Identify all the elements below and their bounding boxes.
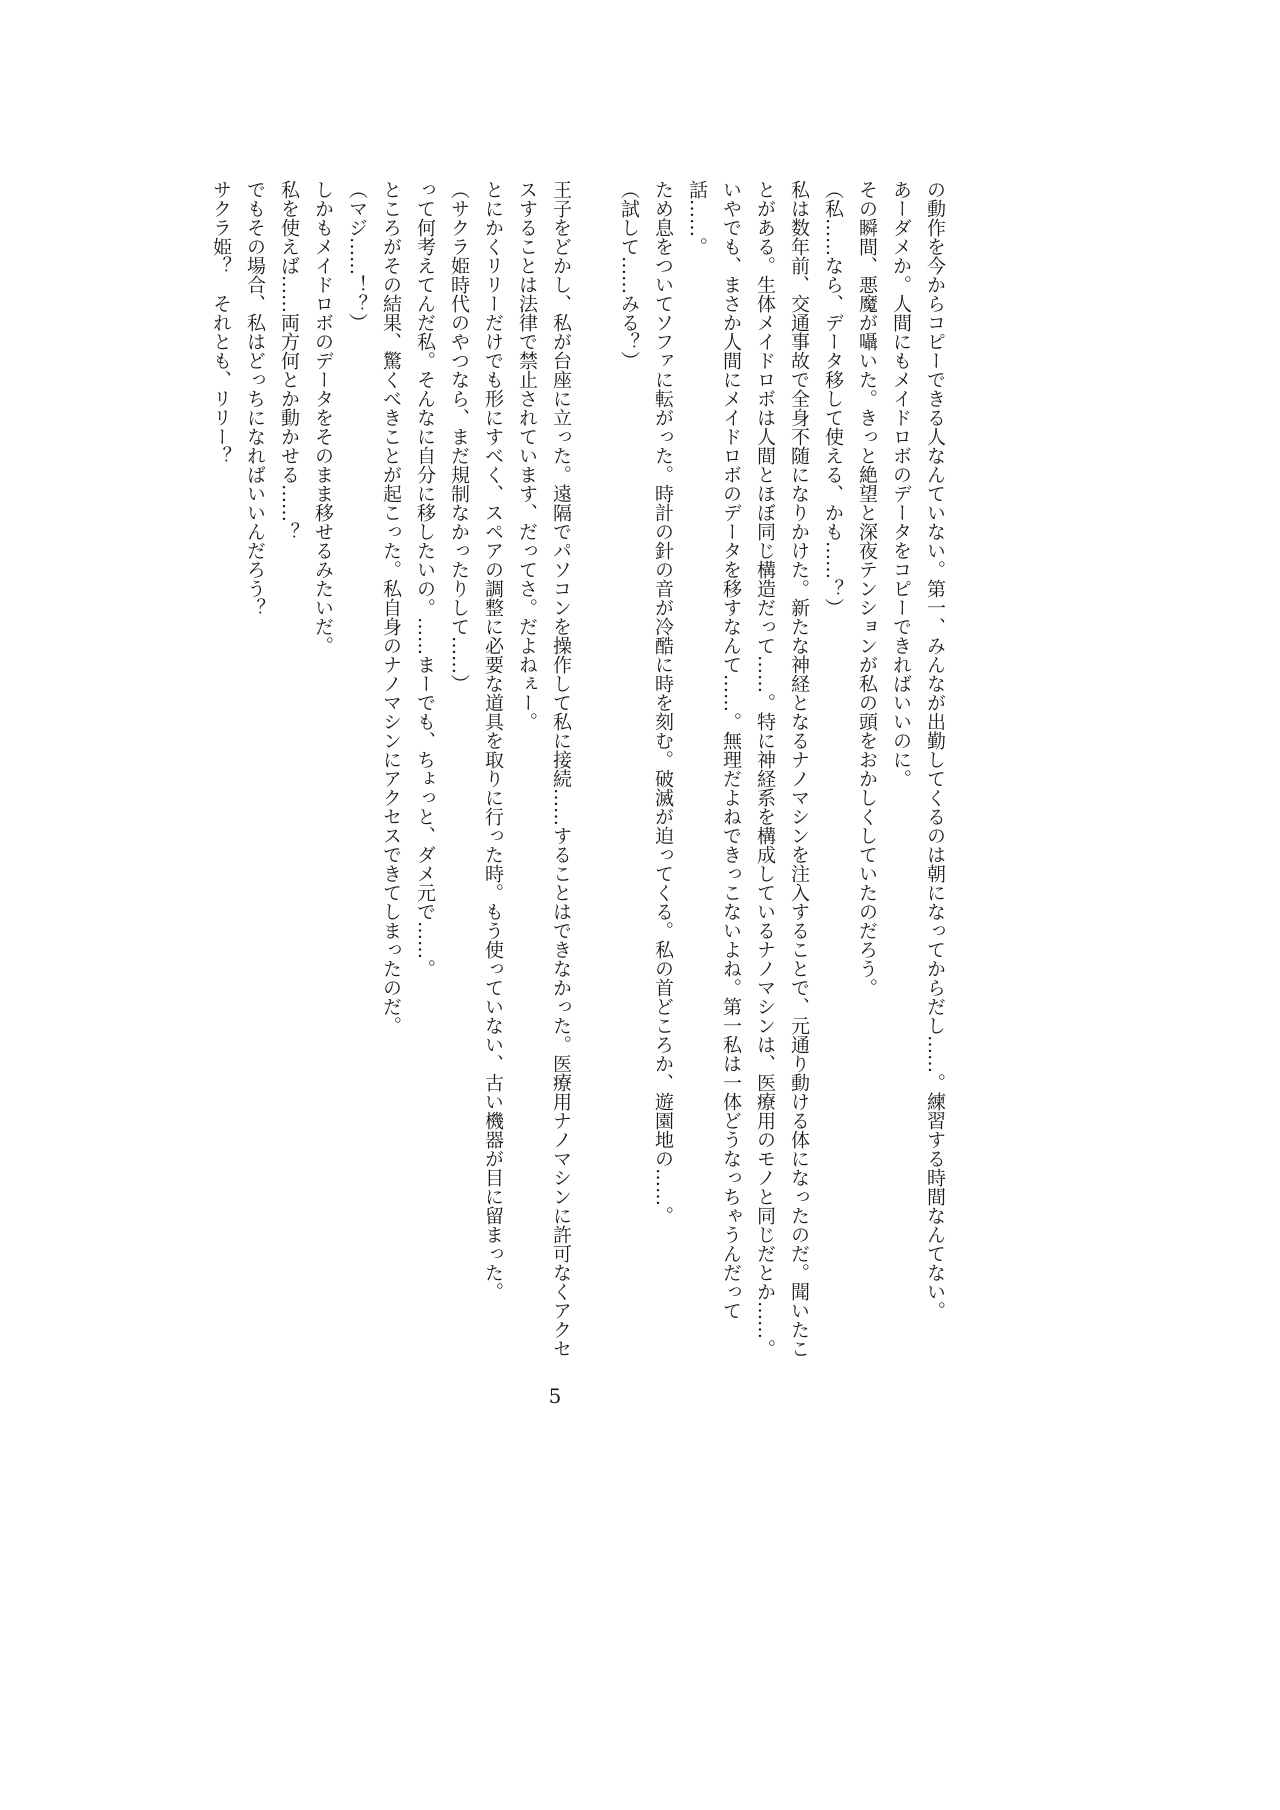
paragraph: 私は数年前、交通事故で全身不随になりかけた。新たな神経となるナノマシンを注入することで、元通り動ける体になったのだ。聞いたことがある。生体メイドロボは人間とほぼ同じ構造だって……。特に神経系を構成しているナノマシンは、医療用のモノと同じだとか……。 <box>754 180 810 1358</box>
paragraph: サクラ姫？ それとも、リリー？ <box>210 180 232 465</box>
paragraph: ため息をついてソファに転がった。時計の針の音が冷酷に時を刻む。破滅が迫ってくる。私の首どころか、遊園地の……。 <box>652 180 674 1225</box>
page-number: 5 <box>548 1384 562 1408</box>
paragraph: って何考えてんだ私。そんなに自分に移したいの。……まーでも、ちょっと、ダメ元で……。 <box>414 180 436 978</box>
paragraph: あーダメか。人間にもメイドロボのデータをコピーできればいいのに。 <box>890 180 912 788</box>
paragraph: その瞬間、悪魔が囁いた。きっと絶望と深夜テンションが私の頭をおかしくしていたのだろう。 <box>856 180 878 997</box>
paragraph: （私……なら、データ移して使える、かも……？） <box>822 180 844 617</box>
novel-text-body <box>204 180 952 1362</box>
paragraph: の動作を今からコピーできる人なんていない。第一、みんなが出勤してくるのは朝になってからだし……。練習する時間なんてない。 <box>924 180 946 1320</box>
paragraph: 私を使えば……両方何とか動かせる……？ <box>278 180 300 541</box>
paragraph: （マジ……！？） <box>346 180 368 332</box>
paragraph: でもその場合、私はどっちになればいいんだろう？ <box>244 180 266 617</box>
paragraph: （試して……みる？） <box>618 180 640 370</box>
paragraph: 王子をどかし、私が台座に立った。遠隔でパソコンを操作して私に接続……することはできなかった。医療用ナノマシンに許可なくアクセスすることは法律で禁止されています、だってさ。だよねぇー。 <box>516 180 572 1358</box>
paragraph: いやでも、まさか人間にメイドロボのデータを移すなんて……。無理だよねできっこないよね。第一私は一体どうなっちゃうんだって話……。 <box>686 180 742 1320</box>
paragraph: しかもメイドロボのデータをそのまま移せるみたいだ。 <box>312 180 334 655</box>
paragraph: ところがその結果、驚くべきことが起こった。私自身のナノマシンにアクセスできてしまったのだ。 <box>380 180 402 1035</box>
paragraph: とにかくリリーだけでも形にすべく、スペアの調整に必要な道具を取りに行った時。もう使っていない、古い機器が目に留まった。 <box>482 180 504 1301</box>
paragraph: （サクラ姫時代のやつなら、まだ規制なかったりして……） <box>448 180 470 693</box>
blank-line <box>578 180 612 1362</box>
